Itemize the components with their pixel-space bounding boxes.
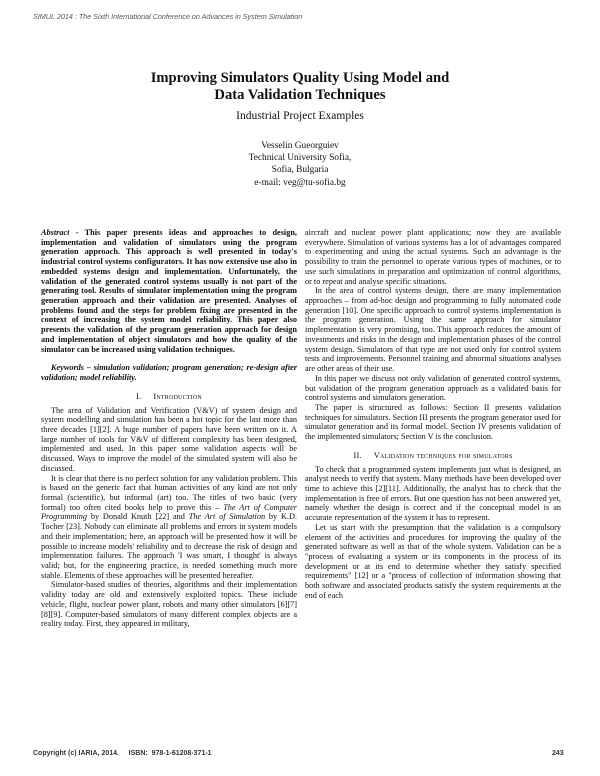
- paragraph: The area of Validation and Verification (V&V) of system design and system modelling and simulation has been a hot topic for the last more than three decades [1][2]. A huge number of papers have been written on it. A large number of tools for V&V of different complexity has been designed, implemented and used. In this paper some validation aspects will be discussed. Ways to improve the model of the simulated system will also be discussed.: [41, 405, 297, 473]
- text-run: by Donald Knuth [22] and: [87, 512, 189, 522]
- author-email: e-mail: veg@tu-sofia.bg: [254, 177, 346, 188]
- author-affiliation: Technical University Sofia,: [248, 153, 352, 164]
- section-heading-validation: [305, 451, 561, 461]
- section-title: Introduction: [153, 391, 202, 401]
- paragraph: The paper is structured as follows: Section II presents validation techniques for simulators. Section III presents the program generator used for simulator generation and its formal model. Section IV presents validation of the implemented simulators; Section V is the conclusion.: [305, 402, 561, 442]
- abstract: [41, 228, 297, 354]
- paper-subtitle: Industrial Project Examples: [236, 110, 364, 122]
- paragraph: To check that a programmed system implements just what is designed, an analyst needs to verify that system. Many methods have been developed over time to achieve this [2][11]. Additionally, the analyst has to check that the implementation is free of errors. But one question has not been answered yet, namely whether the design is correct and if the conceptual model is an accurate representation of the system it has to represent.: [305, 464, 561, 523]
- author-name: Vesselin Gueorguiev: [261, 141, 339, 151]
- title-line-2: Data Validation Techniques: [214, 87, 386, 103]
- keywords: Keywords – simulation validation; program generation; re-design after validation; model reliability.: [41, 363, 297, 383]
- paragraph: [41, 474, 297, 581]
- paragraph: Simulator-based studies of theories, algorithms and their implementation validity today are old and extensively exploited topics. These include vehicle, flight, nuclear power plant, robots and many other simulators [6][7][8][9]. Computer-based simulators of many different complex objects are a reality today. First, they appeared in military,: [41, 580, 297, 629]
- footer-copyright: Copyright (c) IARIA, 2014. ISBN: 978-1-61208-371-1: [33, 750, 212, 757]
- author-city: Sofia, Bulgaria: [271, 165, 329, 176]
- paragraph: Let us start with the presumption that the validation is a compulsory element of the activities and procedures for improving the quality of the generated software as well as that of the whole system. Validation can be a "process of evaluating a system or its components in the process of its development or at its end to determine whether they satisfy specified requirements" [12] or a "process of collection of information showing that both software and associated products satisfy the system requirements at the end of each: [305, 522, 561, 600]
- section-number: I.: [136, 391, 142, 401]
- text-run: by K.D. Tocher [23]. Nobody can eliminate all problems and errors in system models and their implementation; here, an approach will be presented how it will be possible to increase models' reliability and to decrease the risk of design and implementation failures. The approach 'I was smart, I thought' is always valid; but, for the engineering practice, is needed something much more stable. Elements of these approaches will be presented hereafter.: [41, 512, 297, 580]
- paragraph: aircraft and nuclear power plant applications; now they are available everywhere. Simulation of various systems has a lot of advantages compared to experimenting and using the actual systems. Such an advantage is the possibility to train the personnel to operate various types of machines, or to use such simulations in preparation and optimization of control algorithms, or to repeat and analyse specific situations.: [305, 228, 561, 286]
- book-title: The Art of Computer Programming: [41, 502, 297, 522]
- abstract-lead: Abstract: [41, 228, 70, 237]
- right-column: [305, 228, 561, 601]
- left-column: [41, 228, 297, 629]
- paragraph: In the area of control systems design, there are many implementation approaches – from ad-hoc design and programming to fully automated code generation [10]. One specific approach to control systems implementation is the program generation. Using the same approach for simulator implementation is very promising, too. This approach reduces the amount of investments and risks in the design and implementation phases of the control system design. Simulators of that type are not used only for control system tests and improvements. Personnel training and abnormal situations analyses are other areas of their use.: [305, 286, 561, 374]
- author-block: [0, 140, 600, 189]
- section-heading-introduction: [41, 392, 297, 402]
- book-title: The Art of Simulation: [188, 512, 266, 522]
- text-run: It is clear that there is no perfect solution for any validation problem. This is based on the generic fact that human activities of any kind are not only formal (scientific), but informal (art) too. The titles of two basic (very formal) too often cited books help to prove this –: [41, 473, 297, 512]
- section-title: Validation techniques for simulators: [373, 450, 513, 460]
- page-number: 243: [552, 750, 564, 757]
- paragraph: In this paper we discuss not only validation of generated control systems, but validation of the program generation approach as a validated basis for control systems and simulators generation.: [305, 373, 561, 403]
- running-head: SIMUL 2014 : The Sixth International Conference on Advances in System Simulation: [33, 12, 303, 21]
- paper-title: [0, 70, 600, 104]
- section-number: II.: [353, 450, 362, 460]
- title-line-1: Improving Simulators Quality Using Model and: [150, 70, 450, 86]
- abstract-text: - This paper presents ideas and approaches to design, implementation and validation of simulators using the program generation approach. This approach is well presented in today's industrial control systems configurators. It has now extensive use also in embedded systems design and implementation. Unfortunately, the validation of the generated control systems usually is not part of the generating tool. Results of simulator implementation using the program generation approach and their validation are presented. Analyses of problems found and the steps for problem fixing are presented in the context of increasing the system model reliability. This paper also presents the validation of the program generation approach for design and implementation of object simulators and how the quality of the simulator can be increased using validation techniques.: [41, 228, 297, 354]
